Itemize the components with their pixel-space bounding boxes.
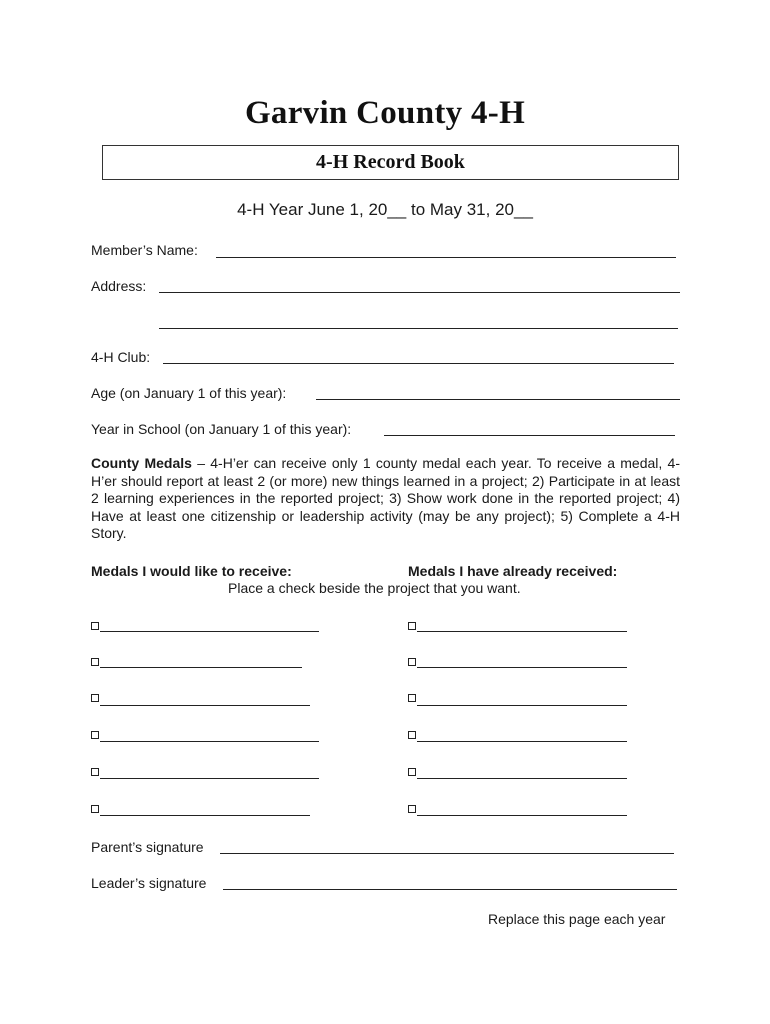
parent-signature-label: Parent’s signature <box>91 839 204 855</box>
subtitle: 4-H Record Book <box>316 151 465 173</box>
parent-signature-field[interactable] <box>220 853 674 854</box>
medal-wanted-line[interactable] <box>100 667 302 668</box>
year-line: 4-H Year June 1, 20__ to May 31, 20__ <box>237 200 533 219</box>
address-label: Address: <box>91 278 147 294</box>
medal-wanted-checkbox[interactable] <box>91 768 99 776</box>
leader-signature-label: Leader’s signature <box>91 875 207 891</box>
medal-received-line[interactable] <box>417 705 627 706</box>
county-medals-heading: County Medals <box>91 455 192 471</box>
club-field[interactable] <box>163 363 674 364</box>
medal-wanted-line[interactable] <box>100 631 319 632</box>
age-field[interactable] <box>316 399 680 400</box>
medal-received-line[interactable] <box>417 667 627 668</box>
school-year-field[interactable] <box>384 435 675 436</box>
medal-wanted-checkbox[interactable] <box>91 805 99 813</box>
medal-wanted-checkbox[interactable] <box>91 694 99 702</box>
medal-received-checkbox[interactable] <box>408 622 416 630</box>
medal-wanted-line[interactable] <box>100 815 310 816</box>
county-medals-paragraph <box>91 455 680 543</box>
medal-wanted-checkbox[interactable] <box>91 658 99 666</box>
medal-wanted-checkbox[interactable] <box>91 622 99 630</box>
club-label: 4-H Club: <box>91 349 151 365</box>
county-medals-text: – 4-H’er can receive only 1 county medal each year. To receive a medal, 4-H’er should report at least 2 (or more) new things learned in a project; 2) Participate in at least 2 learning experiences in the reported project; 3) Show work done in the reported project; 4) Have at least one citizenship or leadership activity (may be any project); 5) Complete a 4-H Story. <box>91 455 680 541</box>
medal-instruction: Place a check beside the project that you want. <box>228 580 521 596</box>
medal-received-checkbox[interactable] <box>408 658 416 666</box>
medal-received-line[interactable] <box>417 815 627 816</box>
medal-received-checkbox[interactable] <box>408 768 416 776</box>
medals-wanted-heading: Medals I would like to receive: <box>91 563 292 579</box>
medal-received-checkbox[interactable] <box>408 731 416 739</box>
member-name-label: Member’s Name: <box>91 242 198 258</box>
member-name-field[interactable] <box>216 257 676 258</box>
medal-wanted-line[interactable] <box>100 705 310 706</box>
medal-wanted-line[interactable] <box>100 741 319 742</box>
medal-received-line[interactable] <box>417 741 627 742</box>
medal-received-checkbox[interactable] <box>408 805 416 813</box>
medal-received-checkbox[interactable] <box>408 694 416 702</box>
medals-received-heading: Medals I have already received: <box>408 563 618 579</box>
address-field-line-2[interactable] <box>159 328 678 329</box>
address-field-line-1[interactable] <box>159 292 680 293</box>
footer-note: Replace this page each year <box>488 911 666 927</box>
medal-wanted-line[interactable] <box>100 778 319 779</box>
leader-signature-field[interactable] <box>223 889 677 890</box>
medal-received-line[interactable] <box>417 631 627 632</box>
page-title: Garvin County 4-H <box>244 95 526 131</box>
school-year-label: Year in School (on January 1 of this year): <box>91 421 352 437</box>
medal-wanted-checkbox[interactable] <box>91 731 99 739</box>
age-label: Age (on January 1 of this year): <box>91 385 287 401</box>
subtitle-box <box>102 145 679 180</box>
medal-received-line[interactable] <box>417 778 627 779</box>
